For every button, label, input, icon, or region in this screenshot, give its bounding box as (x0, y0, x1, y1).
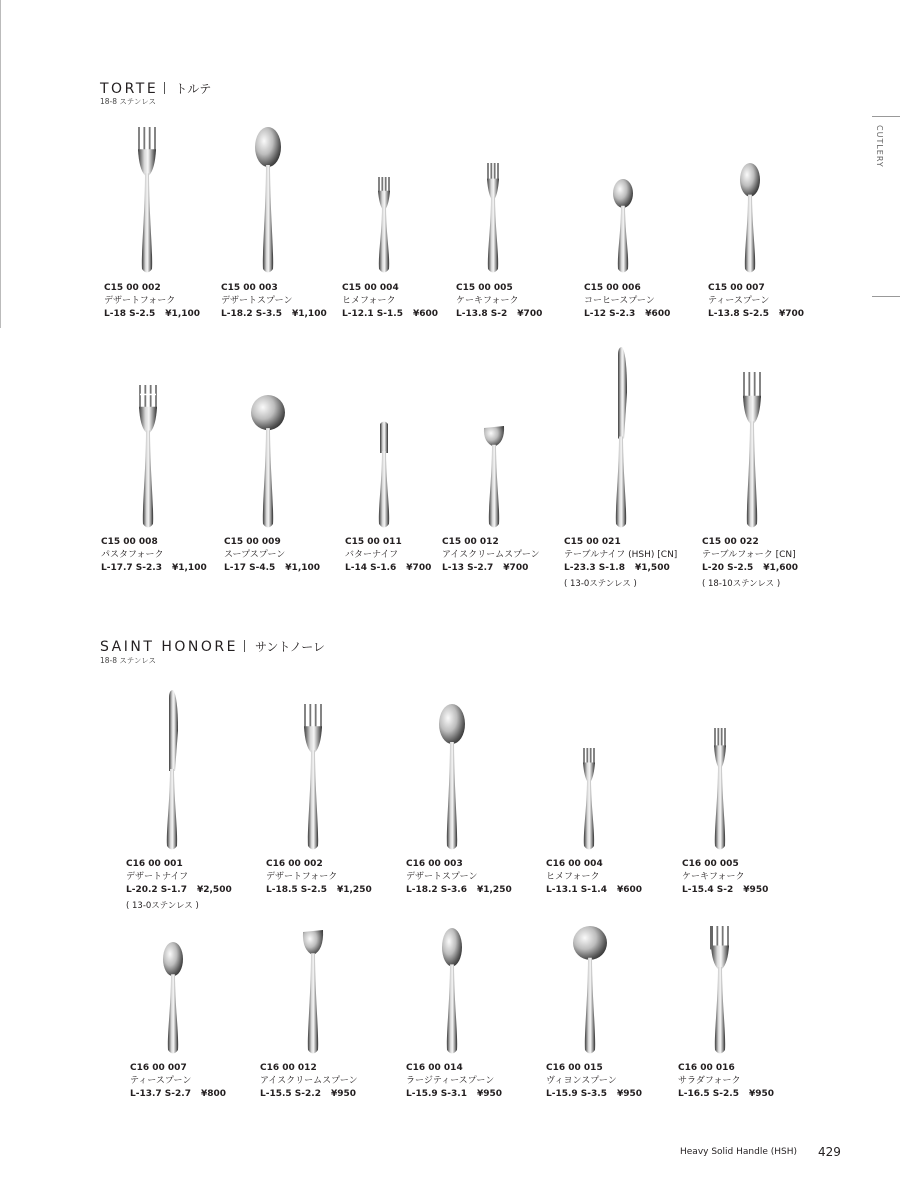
product-caption (104, 282, 200, 321)
product-price: ¥950 (476, 1089, 503, 1099)
section-title-ja: トルテ (175, 82, 212, 96)
section-title-en: TORTE (100, 81, 159, 97)
product-price: ¥1,100 (285, 563, 321, 573)
product-code: C15 00 007 (708, 283, 765, 293)
product-caption (456, 282, 542, 321)
product-price: ¥600 (412, 309, 439, 319)
product-caption (266, 858, 372, 897)
product-price: ¥700 (503, 563, 529, 573)
page-number: 429 (818, 1145, 841, 1159)
fork-small-image (569, 748, 609, 852)
product-code: C16 00 003 (406, 859, 463, 869)
product-material-note: ( 13-0ステンレス ) (126, 901, 199, 911)
fork-large-image (732, 372, 772, 530)
product-name: デザートスプーン (406, 872, 478, 882)
product-caption (260, 1062, 358, 1101)
product-size: L-13.8 S-2.5 (708, 309, 769, 319)
product-caption (442, 536, 540, 575)
product-material-note: ( 13-0ステンレス ) (564, 579, 637, 589)
product-caption (678, 1062, 774, 1101)
spoon-small-image (730, 163, 770, 275)
product-code: C15 00 005 (456, 283, 513, 293)
product-size: L-18.5 S-2.5 (266, 885, 327, 895)
product-price: ¥950 (616, 1089, 643, 1099)
product-name: パスタフォーク (101, 550, 164, 560)
product-caption (224, 536, 320, 575)
ice-spoon-image (293, 930, 333, 1056)
fork-pasta-image (128, 385, 168, 530)
product-code: C15 00 021 (564, 537, 621, 547)
product-price: ¥950 (743, 885, 769, 895)
product-price: ¥1,100 (291, 309, 327, 319)
product-price: ¥1,500 (634, 563, 670, 573)
product-price: ¥950 (748, 1089, 775, 1099)
fork-large-image (127, 127, 167, 275)
product-code: C16 00 015 (546, 1063, 603, 1073)
product-code: C16 00 012 (260, 1063, 317, 1073)
product-price: ¥1,600 (763, 563, 799, 573)
fork-large-image (293, 704, 333, 852)
product-code: C16 00 014 (406, 1063, 463, 1073)
section-title-ja: サントノーレ (254, 640, 326, 654)
knife-image (152, 690, 192, 852)
product-size: L-13.7 S-2.7 (130, 1089, 191, 1099)
side-index-tab (872, 116, 900, 297)
section-title-en: SAINT HONORE (100, 639, 238, 655)
product-price: ¥950 (330, 1089, 357, 1099)
product-caption (345, 536, 431, 575)
product-code: C16 00 005 (682, 859, 739, 869)
product-code: C16 00 004 (546, 859, 603, 869)
product-code: C15 00 008 (101, 537, 158, 547)
product-size: L-13 S-2.7 (442, 563, 494, 573)
product-size: L-20 S-2.5 (702, 563, 754, 573)
product-caption (126, 858, 232, 913)
product-name: ラージティースプーン (406, 1076, 495, 1086)
title-divider (244, 640, 245, 652)
product-code: C16 00 002 (266, 859, 323, 869)
product-caption (101, 536, 207, 575)
product-caption (546, 858, 642, 897)
product-caption (708, 282, 804, 321)
fork-small-image (473, 163, 513, 275)
product-name: ヒメフォーク (546, 872, 600, 882)
section-title-saint-honore (100, 638, 325, 655)
footer-label: Heavy Solid Handle (HSH) (680, 1147, 797, 1157)
product-caption (546, 1062, 642, 1101)
product-price: ¥700 (778, 309, 805, 319)
product-code: C15 00 004 (342, 283, 399, 293)
product-name: サラダフォーク (678, 1076, 741, 1086)
product-size: L-15.4 S-2 (682, 885, 734, 895)
section-material: 18-8 ステンレス (100, 656, 156, 665)
product-size: L-13.8 S-2 (456, 309, 508, 319)
product-name: バターナイフ (345, 550, 399, 560)
knife-image (601, 347, 641, 530)
product-price: ¥1,100 (165, 309, 201, 319)
title-divider (164, 82, 165, 94)
spoon-small-image (603, 179, 643, 275)
section-material: 18-8 ステンレス (100, 97, 156, 106)
product-code: C15 00 006 (584, 283, 641, 293)
section-title-torte (100, 80, 211, 97)
product-name: テーブルフォーク [CN] (702, 550, 796, 560)
product-size: L-18.2 S-3.5 (221, 309, 282, 319)
product-size: L-17 S-4.5 (224, 563, 276, 573)
product-price: ¥1,100 (171, 563, 207, 573)
product-size: L-16.5 S-2.5 (678, 1089, 739, 1099)
product-caption (342, 282, 438, 321)
product-price: ¥1,250 (336, 885, 372, 895)
product-code: C16 00 016 (678, 1063, 735, 1073)
product-code: C16 00 007 (130, 1063, 187, 1073)
product-caption (702, 536, 798, 591)
product-name: デザートナイフ (126, 872, 189, 882)
product-size: L-20.2 S-1.7 (126, 885, 187, 895)
fork-small-image (364, 177, 404, 275)
product-material-note: ( 18-10ステンレス ) (702, 579, 781, 589)
product-code: C15 00 002 (104, 283, 161, 293)
spoon-round-image (248, 395, 288, 530)
product-price: ¥700 (406, 563, 432, 573)
product-code: C15 00 009 (224, 537, 281, 547)
product-name: ヒメフォーク (342, 296, 396, 306)
product-price: ¥600 (616, 885, 643, 895)
product-price: ¥1,250 (476, 885, 512, 895)
product-code: C15 00 022 (702, 537, 759, 547)
spoon-large-image (432, 704, 472, 852)
spoon-small-image (153, 942, 193, 1056)
product-size: L-18.2 S-3.6 (406, 885, 467, 895)
spoon-round-image (570, 926, 610, 1056)
product-size: L-15.9 S-3.1 (406, 1089, 467, 1099)
spoon-small-image (432, 928, 472, 1056)
product-code: C16 00 001 (126, 859, 183, 869)
product-name: ケーキフォーク (682, 872, 745, 882)
product-size: L-14 S-1.6 (345, 563, 397, 573)
product-caption (406, 858, 512, 897)
product-caption (682, 858, 768, 897)
product-price: ¥600 (645, 309, 671, 319)
left-margin-rule (0, 0, 1, 328)
product-name: デザートフォーク (266, 872, 338, 882)
product-name: ヴィヨンスプーン (546, 1076, 617, 1086)
product-code: C15 00 003 (221, 283, 278, 293)
product-size: L-12 S-2.3 (584, 309, 636, 319)
product-name: ティースプーン (130, 1076, 192, 1086)
product-name: スープスプーン (224, 550, 286, 560)
product-code: C15 00 012 (442, 537, 499, 547)
butter-knife-image (364, 420, 404, 530)
product-code: C15 00 011 (345, 537, 402, 547)
product-name: アイスクリームスプーン (442, 550, 540, 560)
fork-small-image (700, 728, 740, 852)
product-size: L-18 S-2.5 (104, 309, 156, 319)
product-caption (584, 282, 670, 321)
spoon-large-image (248, 127, 288, 275)
product-caption (406, 1062, 502, 1101)
product-name: ケーキフォーク (456, 296, 519, 306)
product-name: デザートフォーク (104, 296, 176, 306)
product-price: ¥800 (200, 1089, 227, 1099)
product-name: コーヒースプーン (584, 296, 655, 306)
product-size: L-23.3 S-1.8 (564, 563, 625, 573)
side-tab-label: CUTLERY (875, 125, 884, 168)
product-caption (221, 282, 327, 321)
product-size: L-15.9 S-3.5 (546, 1089, 607, 1099)
product-caption (130, 1062, 226, 1101)
product-size: L-13.1 S-1.4 (546, 885, 607, 895)
product-name: アイスクリームスプーン (260, 1076, 358, 1086)
ice-spoon-image (474, 426, 514, 530)
product-size: L-12.1 S-1.5 (342, 309, 403, 319)
product-caption (564, 536, 677, 591)
product-size: L-15.5 S-2.2 (260, 1089, 321, 1099)
product-name: ティースプーン (708, 296, 770, 306)
product-name: デザートスプーン (221, 296, 293, 306)
fork-salad-image (700, 926, 740, 1056)
product-size: L-17.7 S-2.3 (101, 563, 162, 573)
product-price: ¥700 (517, 309, 543, 319)
product-name: テーブルナイフ (HSH) [CN] (564, 550, 678, 560)
product-price: ¥2,500 (196, 885, 232, 895)
